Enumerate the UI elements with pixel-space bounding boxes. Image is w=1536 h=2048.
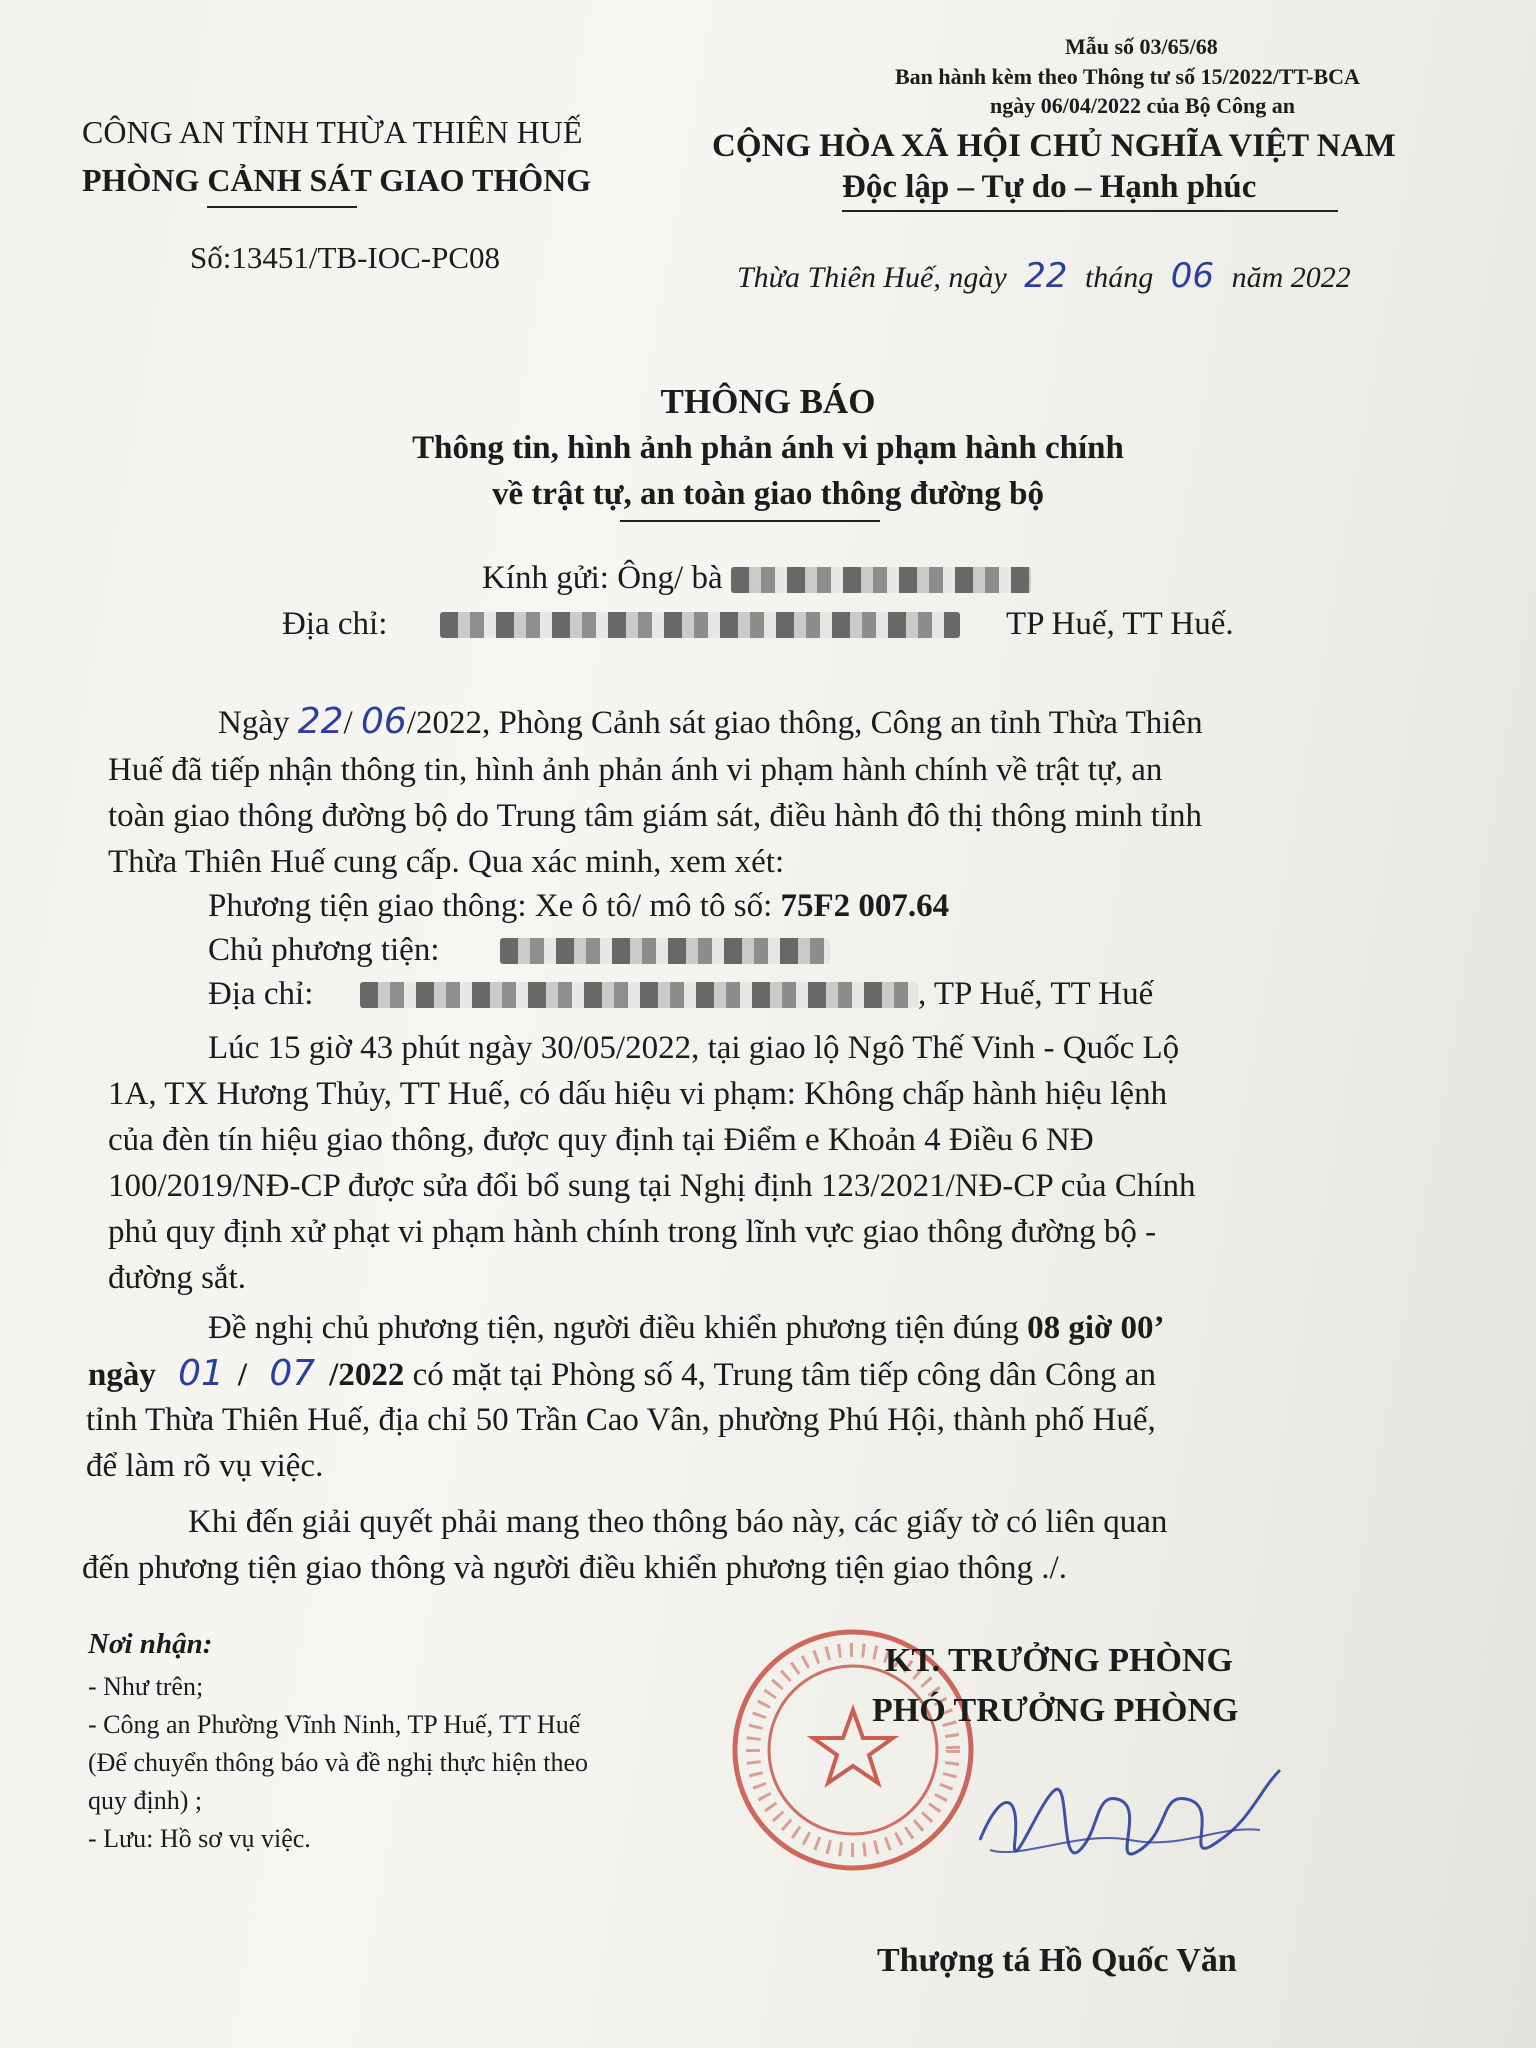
p3-line2: [88, 1352, 1156, 1397]
place-date-prefix: Thừa Thiên Huế, ngày: [737, 261, 1007, 294]
p1-handwritten-month: 06: [360, 701, 407, 742]
vehicle-line: [208, 884, 949, 928]
recipient-greeting: Kính gửi: Ông/ bà: [482, 560, 723, 596]
p3-line3: tỉnh Thừa Thiên Huế, địa chỉ 50 Trần Cao Vân, phường Phú Hội, thành phố Huế,: [86, 1402, 1156, 1438]
year-label: năm 2022: [1231, 261, 1351, 294]
recipients-item-1: - Như trên;: [88, 1672, 204, 1701]
notice-subtitle-1: Thông tin, hình ảnh phản ánh vi phạm hành chính: [412, 430, 1124, 466]
document-number: Số:13451/TB-IOC-PC08: [190, 240, 501, 275]
p3-time: 08 giờ 00’: [1027, 1310, 1165, 1346]
agency-name: PHÒNG CẢNH SÁT GIAO THÔNG: [82, 162, 592, 198]
form-issued: Ban hành kèm theo Thông tư số 15/2022/TT-BCA: [895, 64, 1360, 89]
recipients-item-2: - Công an Phường Vĩnh Ninh, TP Huế, TT Huế: [88, 1710, 581, 1739]
p2-line2: 1A, TX Hương Thủy, TT Huế, có dấu hiệu vi phạm: Không chấp hành hiệu lệnh: [108, 1076, 1168, 1112]
p3-line1: [208, 1306, 1165, 1350]
title-underline: [620, 520, 880, 522]
p2-line4: 100/2019/NĐ-CP được sửa đổi bổ sung tại Nghị định 123/2021/NĐ-CP của Chính: [108, 1168, 1196, 1204]
p1-line2: Huế đã tiếp nhận thông tin, hình ảnh phản ánh vi phạm hành chính về trật tự, an: [108, 752, 1163, 788]
p1-line4: Thừa Thiên Huế cung cấp. Qua xác minh, xem xét:: [108, 844, 785, 880]
p3-line4: để làm rõ vụ việc.: [86, 1448, 324, 1484]
month-label: tháng: [1084, 261, 1154, 294]
p3-slash: /: [237, 1357, 248, 1393]
handwritten-month: 06: [1170, 256, 1215, 296]
p2-line3: của đèn tín hiệu giao thông, được quy định tại Điểm e Khoản 4 Điều 6 NĐ: [108, 1122, 1094, 1158]
redacted-recipient-address: [440, 612, 960, 638]
owner-address-label: Địa chỉ:: [208, 976, 314, 1012]
recipients-item-4: quy định) ;: [88, 1786, 203, 1815]
nation-motto: Độc lập – Tự do – Hạnh phúc: [842, 169, 1257, 205]
handwritten-day: 22: [1024, 256, 1068, 296]
redacted-owner-name: [500, 938, 830, 964]
signature-title-1: KT. TRƯỞNG PHÒNG: [885, 1642, 1233, 1679]
notice-title: THÔNG BÁO: [660, 382, 876, 421]
p2-line5: phủ quy định xử phạt vi phạm hành chính trong lĩnh vực giao thông đường bộ -: [108, 1214, 1157, 1250]
recipients-item-3: (Để chuyển thông báo và đề nghị thực hiện theo: [88, 1748, 589, 1777]
p1-handwritten-day: 22: [297, 701, 344, 742]
p1-ngay: Ngày: [218, 705, 290, 741]
recipients-item-5: - Lưu: Hồ sơ vụ việc.: [88, 1824, 311, 1853]
handwritten-signature: [960, 1730, 1290, 1910]
p4-line1: Khi đến giải quyết phải mang theo thông báo này, các giấy tờ có liên quan: [188, 1504, 1168, 1540]
redacted-owner-address: [360, 982, 918, 1008]
p2-line1: Lúc 15 giờ 43 phút ngày 30/05/2022, tại giao lộ Ngô Thế Vinh - Quốc Lộ: [208, 1030, 1180, 1066]
signer-name: Thượng tá Hồ Quốc Văn: [877, 1942, 1237, 1979]
p4-line2: đến phương tiện giao thông và người điều khiển phương tiện giao thông ./.: [82, 1550, 1067, 1586]
p3-handwritten-day: 01: [178, 1353, 224, 1394]
p1-rest: /2022, Phòng Cảnh sát giao thông, Công an tỉnh Thừa Thiên: [406, 705, 1203, 741]
recipient-address-label: Địa chỉ:: [282, 606, 388, 642]
p2-line6: đường sắt.: [108, 1260, 246, 1296]
owner-address-tail: , TP Huế, TT Huế: [918, 976, 1154, 1012]
form-number: Mẫu số 03/65/68: [1065, 34, 1218, 59]
place-date: [737, 256, 1351, 296]
p1-line1: [218, 700, 1203, 745]
signature-title-2: PHÓ TRƯỞNG PHÒNG: [872, 1692, 1239, 1729]
p1-line3: toàn giao thông đường bộ do Trung tâm giám sát, điều hành đô thị thông minh tỉnh: [108, 798, 1203, 834]
nation-title: CỘNG HÒA XÃ HỘI CHỦ NGHĨA VIỆT NAM: [712, 128, 1396, 164]
p3-year: /2022: [329, 1357, 405, 1393]
form-date: ngày 06/04/2022 của Bộ Công an: [990, 93, 1295, 118]
notice-subtitle-2: về trật tự, an toàn giao thông đường bộ: [491, 476, 1044, 512]
motto-underline: [842, 210, 1338, 212]
recipients-title: Nơi nhận:: [88, 1628, 213, 1660]
p3-text: Đề nghị chủ phương tiện, người điều khiển phương tiện đúng: [208, 1310, 1019, 1346]
recipient-line: [482, 556, 1031, 600]
recipient-address-tail: TP Huế, TT Huế.: [1006, 606, 1234, 642]
vehicle-label: Phương tiện giao thông: Xe ô tô/ mô tô số:: [208, 888, 773, 924]
p3-handwritten-month: 07: [269, 1353, 316, 1394]
agency-parent: CÔNG AN TỈNH THỪA THIÊN HUẾ: [82, 114, 583, 150]
redacted-recipient-name: [731, 567, 1031, 593]
p3-ngay: ngày: [88, 1357, 156, 1393]
agency-underline: [207, 206, 357, 208]
owner-label: Chủ phương tiện:: [208, 932, 440, 968]
p1-slash: /: [343, 705, 353, 741]
p3-rest: có mặt tại Phòng số 4, Trung tâm tiếp công dân Công an: [412, 1357, 1156, 1393]
vehicle-plate: 75F2 007.64: [780, 888, 950, 924]
